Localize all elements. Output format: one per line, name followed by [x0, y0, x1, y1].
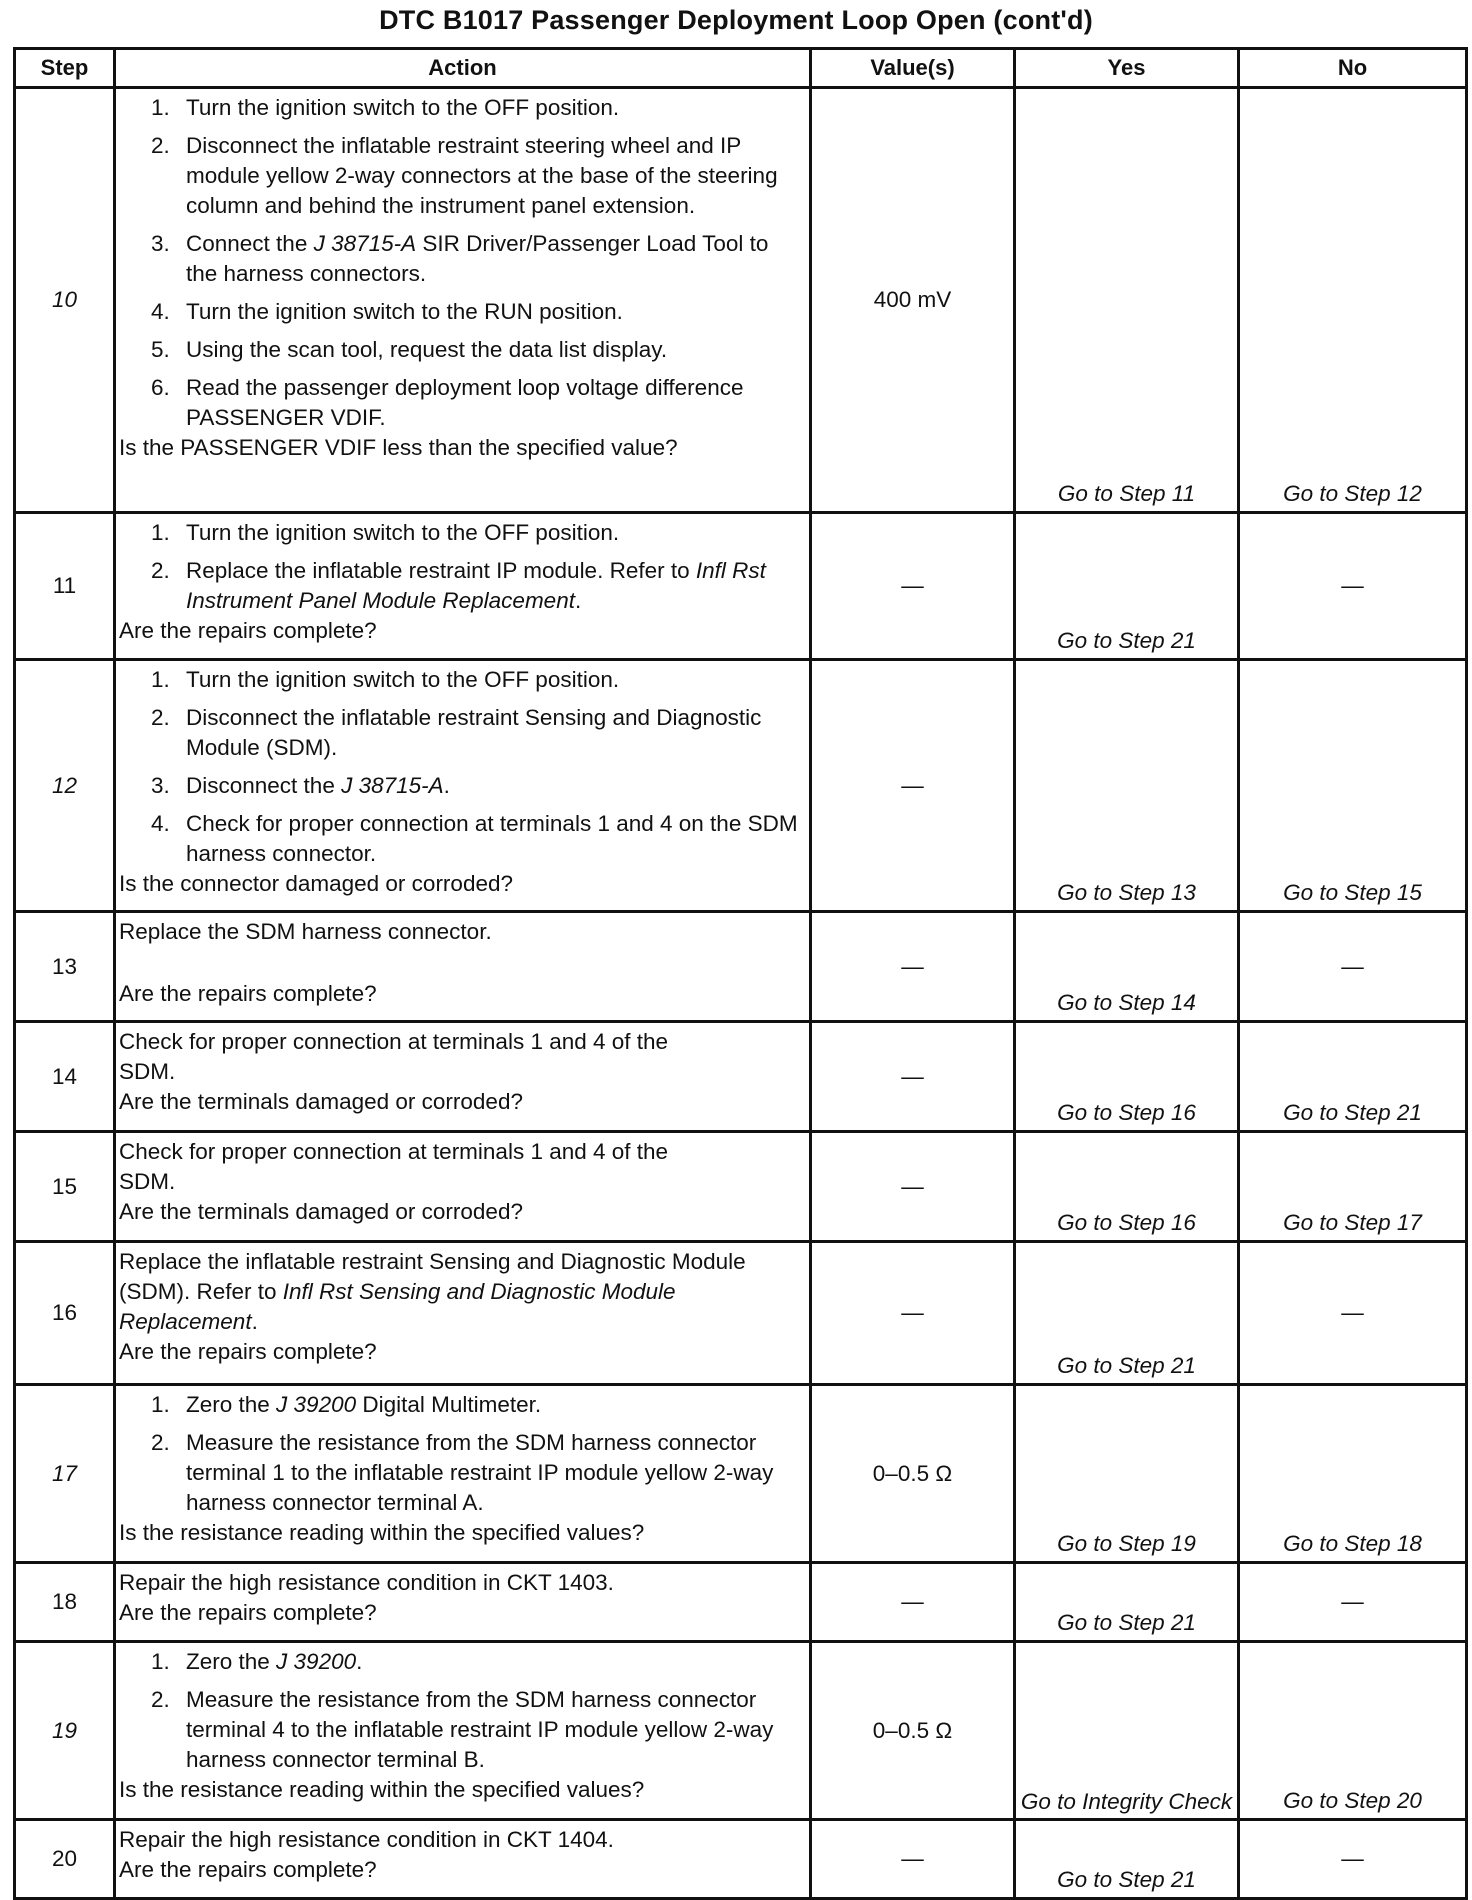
action-question: Are the terminals damaged or corroded? [119, 1089, 523, 1114]
list-item: 3. Disconnect the J 38715-A. [151, 773, 450, 798]
list-item: 2. Disconnect the inflatable restraint Sensing and Diagnostic Module (SDM). [151, 705, 762, 760]
action-question: Are the repairs complete? [119, 1600, 377, 1625]
value-cell: — [811, 513, 1015, 660]
table-row [15, 513, 1467, 660]
no-cell: Go to Step 15 [1239, 660, 1467, 912]
table-row [15, 660, 1467, 912]
no-cell: — [1239, 513, 1467, 660]
no-cell: — [1239, 1563, 1467, 1642]
step-number: 14 [15, 1022, 115, 1132]
action-question: Is the PASSENGER VDIF less than the specified value? [119, 435, 678, 460]
list-item: 4. Turn the ignition switch to the RUN position. [151, 299, 623, 324]
step-number: 19 [15, 1642, 115, 1820]
list-item: 1. Zero the J 39200 Digital Multimeter. [151, 1392, 542, 1417]
page-title: DTC B1017 Passenger Deployment Loop Open (cont'd) [379, 5, 1093, 35]
step-number: 11 [15, 513, 115, 660]
action-question: Are the repairs complete? [119, 618, 377, 643]
action-cell [115, 88, 811, 513]
action-cell [115, 660, 811, 912]
value-cell: — [811, 660, 1015, 912]
header-row [15, 49, 1467, 88]
value-cell: — [811, 1563, 1015, 1642]
action-cell [115, 912, 811, 1022]
action-question: Are the repairs complete? [119, 1857, 377, 1882]
action-cell [115, 513, 811, 660]
step-number: 20 [15, 1820, 115, 1899]
no-cell: Go to Step 21 [1239, 1022, 1467, 1132]
yes-cell: Go to Step 11 [1015, 88, 1239, 513]
value-cell: — [811, 1820, 1015, 1899]
diagnostic-table [13, 47, 1468, 1900]
yes-cell: Go to Step 16 [1015, 1132, 1239, 1242]
step-number: 12 [15, 660, 115, 912]
header-no: No [1239, 49, 1467, 88]
table-row [15, 1642, 1467, 1820]
step-number: 13 [15, 912, 115, 1022]
action-text: Repair the high resistance condition in CKT 1404. [119, 1827, 614, 1852]
action-cell [115, 1132, 811, 1242]
value-cell: 0–0.5 Ω [811, 1385, 1015, 1563]
action-question: Are the repairs complete? [119, 981, 377, 1006]
action-text: Replace the inflatable restraint Sensing and Diagnostic Module (SDM). Refer to Infl Rst Sensing and Diagnostic Module Replacement. [119, 1249, 746, 1334]
list-item: 1. Turn the ignition switch to the OFF position. [151, 95, 620, 120]
table-row [15, 1242, 1467, 1385]
action-text: Repair the high resistance condition in CKT 1403. [119, 1570, 614, 1595]
yes-cell: Go to Step 21 [1015, 1242, 1239, 1385]
header-action: Action [115, 49, 811, 88]
step-number: 10 [15, 88, 115, 513]
action-text: Check for proper connection at terminals 1 and 4 of the SDM. [119, 1139, 669, 1194]
no-cell: Go to Step 12 [1239, 88, 1467, 513]
list-item: 5. Using the scan tool, request the data list display. [151, 337, 668, 362]
step-number: 17 [15, 1385, 115, 1563]
value-cell: — [811, 912, 1015, 1022]
action-question: Is the connector damaged or corroded? [119, 871, 513, 896]
action-question: Are the terminals damaged or corroded? [119, 1199, 523, 1224]
action-cell [115, 1563, 811, 1642]
list-item: 3. Connect the J 38715-A SIR Driver/Passenger Load Tool to the harness connectors. [151, 231, 769, 286]
header-values: Value(s) [811, 49, 1015, 88]
value-cell: 0–0.5 Ω [811, 1642, 1015, 1820]
value-cell: — [811, 1022, 1015, 1132]
table-row [15, 1563, 1467, 1642]
action-question: Are the repairs complete? [119, 1339, 377, 1364]
header-step: Step [15, 49, 115, 88]
action-text: Replace the SDM harness connector. [119, 919, 492, 944]
step-number: 16 [15, 1242, 115, 1385]
value-cell: — [811, 1132, 1015, 1242]
action-cell [115, 1820, 811, 1899]
yes-cell: Go to Step 14 [1015, 912, 1239, 1022]
yes-cell: Go to Step 21 [1015, 513, 1239, 660]
step-number: 18 [15, 1563, 115, 1642]
no-cell: Go to Step 18 [1239, 1385, 1467, 1563]
yes-cell: Go to Step 19 [1015, 1385, 1239, 1563]
no-cell: — [1239, 1242, 1467, 1385]
list-item: 1. Turn the ignition switch to the OFF position. [151, 667, 620, 692]
header-yes: Yes [1015, 49, 1239, 88]
list-item: 6. Read the passenger deployment loop voltage difference PASSENGER VDIF. [151, 375, 744, 430]
no-cell: — [1239, 912, 1467, 1022]
list-item: 1. Turn the ignition switch to the OFF position. [151, 520, 620, 545]
yes-cell: Go to Step 21 [1015, 1820, 1239, 1899]
table-row [15, 1022, 1467, 1132]
list-item: 2. Measure the resistance from the SDM harness connector terminal 1 to the inflatable restraint IP module yellow 2-way harness connector terminal A. [151, 1430, 774, 1515]
table-row [15, 1820, 1467, 1899]
no-cell: — [1239, 1820, 1467, 1899]
list-item: 2. Disconnect the inflatable restraint steering wheel and IP module yellow 2-way connectors at the base of the steering column and behind the instrument panel extension. [151, 133, 778, 218]
step-number: 15 [15, 1132, 115, 1242]
action-question: Is the resistance reading within the specified values? [119, 1520, 645, 1545]
action-question: Is the resistance reading within the specified values? [119, 1777, 645, 1802]
value-cell: — [811, 1242, 1015, 1385]
list-item: 2. Replace the inflatable restraint IP module. Refer to Infl Rst Instrument Panel Module Replacement. [151, 558, 766, 613]
action-cell [115, 1642, 811, 1820]
action-text: Check for proper connection at terminals 1 and 4 of the SDM. [119, 1029, 669, 1084]
table-row [15, 1132, 1467, 1242]
list-item: 2. Measure the resistance from the SDM harness connector terminal 4 to the inflatable restraint IP module yellow 2-way harness connector terminal B. [151, 1687, 774, 1772]
table-row [15, 1385, 1467, 1563]
list-item: 4. Check for proper connection at terminals 1 and 4 on the SDM harness connector. [151, 811, 798, 866]
value-cell: 400 mV [811, 88, 1015, 513]
table-row [15, 88, 1467, 513]
action-cell [115, 1385, 811, 1563]
action-cell [115, 1022, 811, 1132]
yes-cell: Go to Step 16 [1015, 1022, 1239, 1132]
yes-cell: Go to Integrity Check [1015, 1642, 1239, 1820]
list-item: 1. Zero the J 39200. [151, 1649, 363, 1674]
no-cell: Go to Step 17 [1239, 1132, 1467, 1242]
table-row [15, 912, 1467, 1022]
no-cell: Go to Step 20 [1239, 1642, 1467, 1820]
action-cell [115, 1242, 811, 1385]
yes-cell: Go to Step 21 [1015, 1563, 1239, 1642]
yes-cell: Go to Step 13 [1015, 660, 1239, 912]
